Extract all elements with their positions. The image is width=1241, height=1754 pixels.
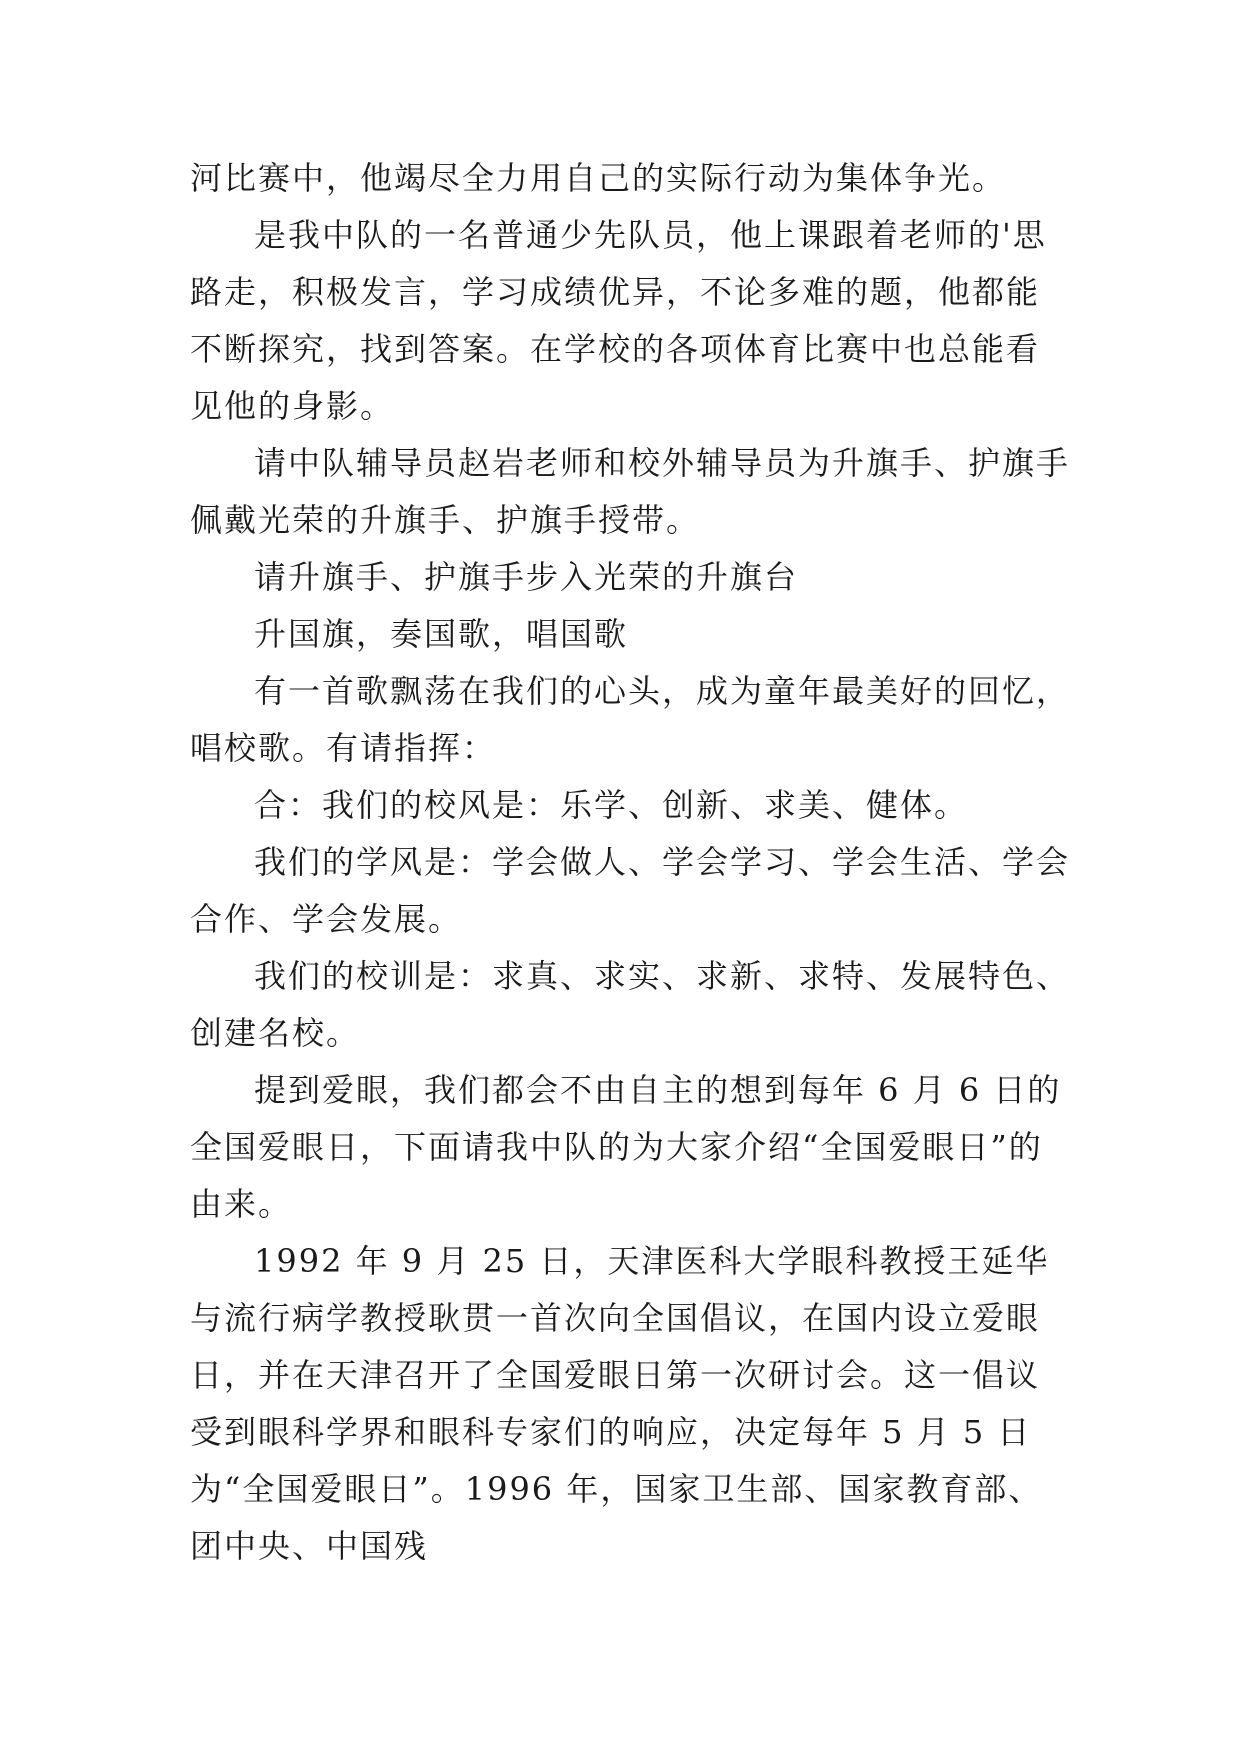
paragraph-10: 提到爱眼，我们都会不由自主的想到每年 6 月 6 日的全国爱眼日，下面请我中队的为大家介绍“全国爱眼日”的由来。 [190, 1071, 1062, 1223]
paragraph-11: 1992 年 9 月 25 日，天津医科大学眼科教授王延华与流行病学教授耿贯一首次向全国倡议，在国内设立爱眼日，并在天津召开了全国爱眼日第一次研讨会。这一倡议受到眼科学界和眼科专家们的响应，决定每年 5 月 5 日为“全国爱眼日”。1996 年，国家卫生部、国家教育部、团中央、中国残 [190, 1242, 1050, 1565]
paragraph-5: 升国旗，奏国歌，唱国歌 [254, 615, 629, 653]
paragraph-8: 我们的学风是：学会做人、学会学习、学会生活、学会合作、学会发展。 [190, 843, 1071, 938]
paragraph-7: 合：我们的校风是：乐学、创新、求美、健体。 [254, 786, 969, 824]
paragraph-3: 请中队辅导员赵岩老师和校外辅导员为升旗手、护旗手佩戴光荣的升旗手、护旗手授带。 [190, 444, 1071, 539]
document-body [190, 150, 1070, 1575]
paragraph-2: 是我中队的一名普通少先队员，他上课跟着老师的'思路走，积极发言，学习成绩优异，不论多难的题，他都能不断探究，找到答案。在学校的各项体育比赛中也总能看见他的身影。 [190, 216, 1047, 425]
paragraph-4: 请升旗手、护旗手步入光荣的升旗台 [254, 558, 799, 596]
paragraph-9: 我们的校训是：求真、求实、求新、求特、发展特色、创建名校。 [190, 957, 1071, 1052]
paragraph-1: 河比赛中，他竭尽全力用自己的实际行动为集体争光。 [190, 159, 1007, 197]
paragraph-6: 有一首歌飘荡在我们的心头，成为童年最美好的回忆，唱校歌。有请指挥： [190, 672, 1071, 767]
